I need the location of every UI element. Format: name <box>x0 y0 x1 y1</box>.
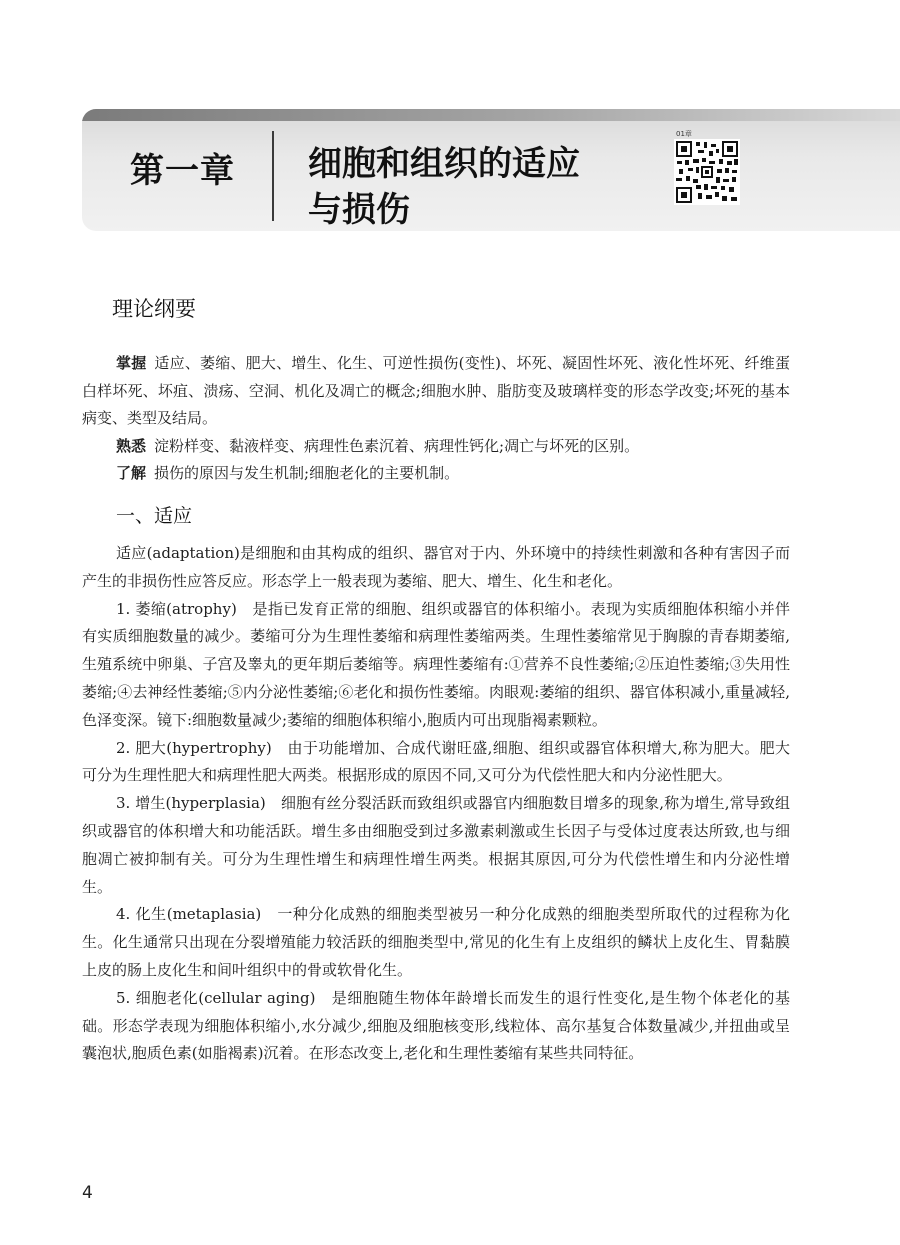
page-number: 4 <box>82 1183 93 1203</box>
chapter-title <box>308 141 638 231</box>
banner-divider <box>272 131 274 221</box>
chapter-title-line2: 与损伤 <box>308 190 410 230</box>
outline-item-familiar <box>82 433 790 461</box>
chapter-number: 第一章 <box>130 151 235 191</box>
outline-item-understand <box>82 460 790 488</box>
outline-item-master <box>82 350 790 433</box>
outline-item-text: 损伤的原因与发生机制;细胞老化的主要机制。 <box>154 464 460 483</box>
outline-item-text: 适应、萎缩、肥大、增生、化生、可逆性损伤(变性)、坏死、凝固性坏死、液化性坏死、纤维蛋白样坏死、坏疽、溃疡、空洞、机化及凋亡的概念;细胞水肿、脂肪变及玻璃样变的形态学改变;坏死的基本病变、类型及结局。 <box>82 354 790 428</box>
paragraph: 4. 化生(metaplasia) 一种分化成熟的细胞类型被另一种分化成熟的细胞类型所取代的过程称为化生。化生通常只出现在分裂增殖能力较活跃的细胞类型中,常见的化生有上皮组织的鳞状上皮化生、胃黏膜上皮的肠上皮化生和间叶组织中的骨或软骨化生。 <box>82 905 790 979</box>
keyword-label: 了解 <box>116 464 147 483</box>
spacer <box>82 326 790 350</box>
outline-heading: 理论纲要 <box>112 297 196 321</box>
paragraph: 5. 细胞老化(cellular aging) 是细胞随生物体年龄增长而发生的退行性变化,是生物个体老化的基础。形态学表现为细胞体积缩小,水分减少,细胞及细胞核变形,线粒体、高尔基复合体数量减少,并扭曲或呈囊泡状,胞质色素(如脂褐素)沉着。在形态改变上,老化和生理性萎缩有某些共同特征。 <box>82 988 790 1063</box>
qr-label: 01章 <box>676 130 692 138</box>
paragraph: 2. 肥大(hypertrophy) 由于功能增加、合成代谢旺盛,细胞、组织或器官体积增大,称为肥大。肥大可分为生理性肥大和病理性肥大两类。根据形成的原因不同,又可分为代偿性肥大和内分泌性肥大。 <box>82 738 790 785</box>
page-content <box>82 292 790 1068</box>
paragraph: 1. 萎缩(atrophy) 是指已发育正常的细胞、组织或器官的体积缩小。表现为实质细胞体积缩小并伴有实质细胞数量的减少。萎缩可分为生理性萎缩和病理性萎缩两类。生理性萎缩常见于胸腺的青春期萎缩,生殖系统中卵巢、子宫及睾丸的更年期后萎缩等。病理性萎缩有:①营养不良性萎缩;②压迫性萎缩;③失用性萎缩;④去神经性萎缩;⑤内分泌性萎缩;⑥老化和损伤性萎缩。肉眼观:萎缩的组织、器官体积减小,重量减轻,色泽变深。镜下:细胞数量减少;萎缩的细胞体积缩小,胞质内可出现脂褐素颗粒。 <box>82 599 790 729</box>
chapter-title-line1: 细胞和组织的适应 <box>308 144 580 184</box>
section-heading: 一、适应 <box>116 504 193 527</box>
paragraph: 3. 增生(hyperplasia) 细胞有丝分裂活跃而致组织或器官内细胞数目增多的现象,称为增生,常导致组织或器官的体积增大和功能活跃。增生多由细胞受到过多激素刺激或生长因子与受体过度表达所致,也与细胞凋亡被抑制有关。可分为生理性增生和病理性增生两类。根据其原因,可分为代偿性增生和内分泌性增生。 <box>82 794 790 896</box>
banner-top-bar <box>82 109 900 121</box>
qr-code-icon[interactable] <box>674 139 740 205</box>
chapter-banner <box>82 109 900 231</box>
keyword-label: 掌握 <box>116 354 147 372</box>
paragraph: 适应(adaptation)是细胞和由其构成的组织、器官对于内、外环境中的持续性刺激和各种有害因子而产生的非损伤性应答反应。形态学上一般表现为萎缩、肥大、增生、化生和老化。 <box>82 543 790 590</box>
keyword-label: 熟悉 <box>116 436 147 455</box>
outline-item-text: 淀粉样变、黏液样变、病理性色素沉着、病理性钙化;凋亡与坏死的区别。 <box>154 436 640 455</box>
